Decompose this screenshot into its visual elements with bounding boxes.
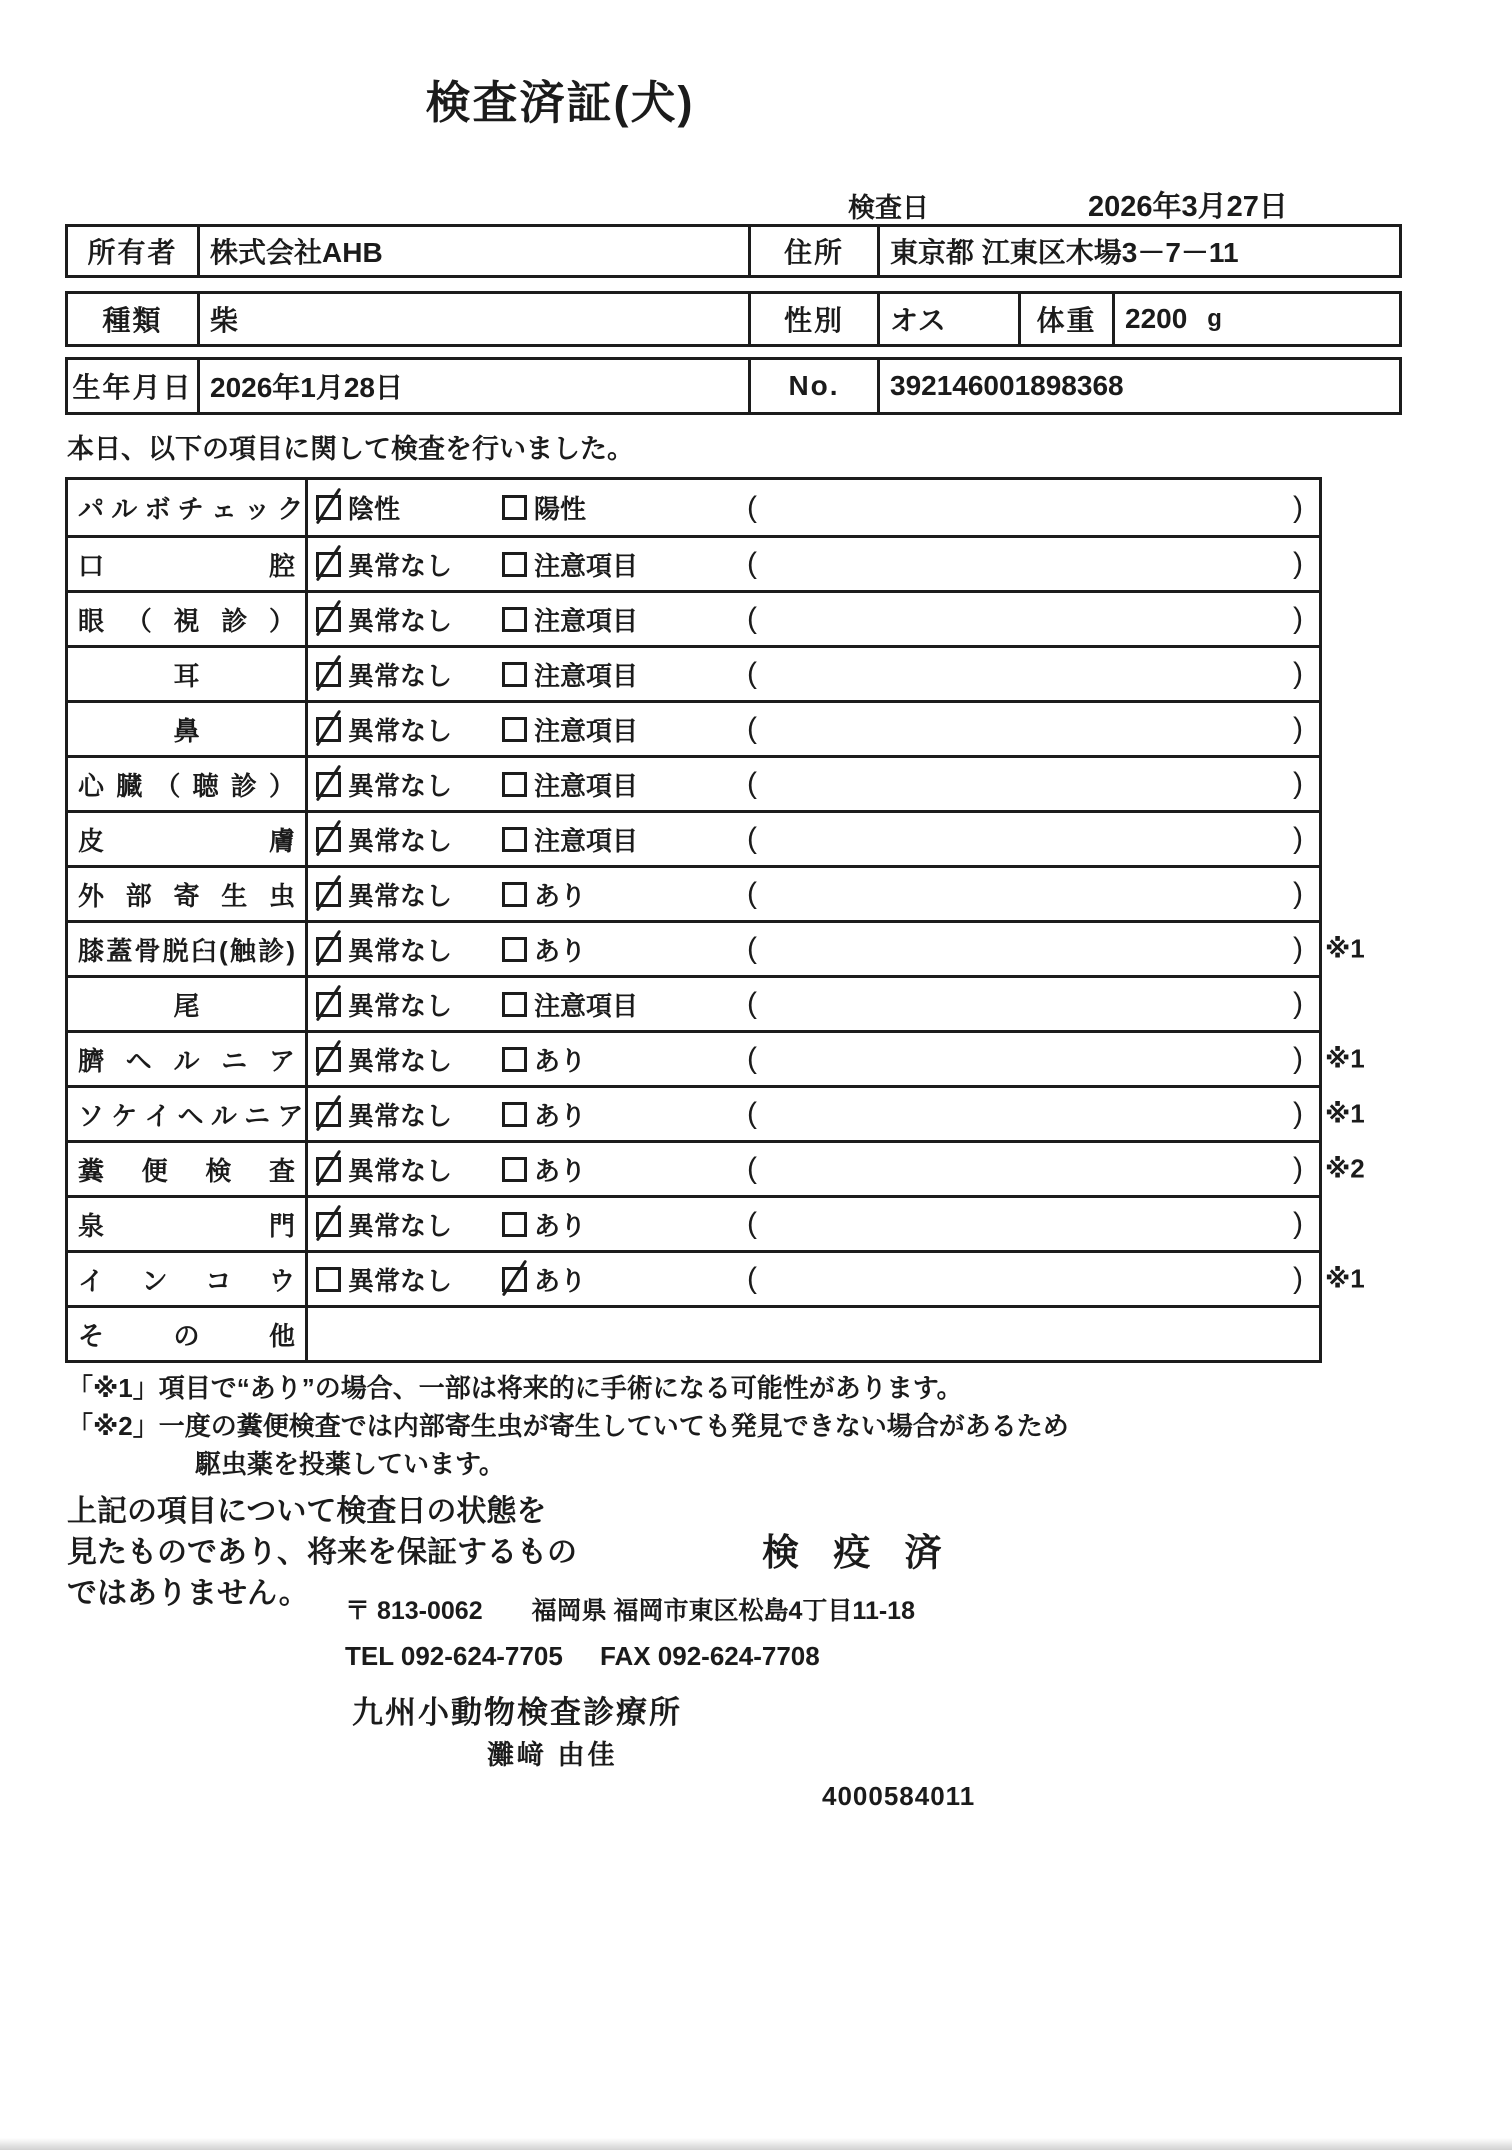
checkbox-icon bbox=[502, 1102, 527, 1127]
table-row bbox=[68, 645, 1319, 700]
address-label: 住所 bbox=[751, 227, 880, 275]
checkbox-icon bbox=[502, 607, 527, 632]
paren-open: ( bbox=[747, 1207, 757, 1240]
option-2: 注意項目 bbox=[502, 711, 747, 748]
weight-unit: g bbox=[1207, 305, 1222, 332]
table-row bbox=[68, 755, 1319, 810]
note-mark: ※1 bbox=[1325, 1043, 1365, 1074]
note-mark: ※2 bbox=[1325, 1153, 1365, 1184]
checkbox-icon bbox=[316, 607, 341, 632]
inspection-date-label: 検査日 bbox=[848, 193, 929, 223]
item-label: イ ン コ ウ bbox=[78, 1265, 295, 1296]
no-value: 392146001898368 bbox=[890, 370, 1124, 401]
checkbox-icon bbox=[316, 937, 341, 962]
table-row bbox=[68, 1085, 1365, 1140]
checkbox-icon bbox=[502, 882, 527, 907]
option-1: 異常なし bbox=[316, 876, 502, 913]
checkbox-icon bbox=[502, 1157, 527, 1182]
item-label: 心 臓 （ 聴 診 ） bbox=[78, 770, 295, 801]
item-label: ソ ケ イ ヘ ル ニ ア bbox=[78, 1100, 304, 1131]
option-1: 陰性 bbox=[316, 489, 502, 526]
birthdate-label: 生年月日 bbox=[68, 360, 200, 412]
paren-close: ) bbox=[1293, 1097, 1303, 1130]
table-row bbox=[68, 1140, 1365, 1195]
item-label: 臍 ヘ ル ニ ア bbox=[78, 1045, 295, 1076]
clinic-tel: TEL 092-624-7705 bbox=[345, 1641, 563, 1671]
paren-close: ) bbox=[1293, 1152, 1303, 1185]
address-value: 東京都 江東区木場3－7－11 bbox=[890, 237, 1239, 268]
checkbox-icon bbox=[316, 1047, 341, 1072]
paren-open: ( bbox=[747, 547, 757, 580]
disclaimer-line-1: 上記の項目について検査日の状態を bbox=[67, 1495, 547, 1528]
paren-open: ( bbox=[747, 490, 757, 524]
paren-open: ( bbox=[747, 602, 757, 635]
checkbox-icon bbox=[316, 882, 341, 907]
paren-open: ( bbox=[747, 1042, 757, 1075]
paren-open: ( bbox=[747, 767, 757, 800]
checkbox-icon bbox=[316, 495, 341, 520]
option-2: 注意項目 bbox=[502, 601, 747, 638]
option-2: あり bbox=[502, 1041, 747, 1078]
paren-close: ) bbox=[1293, 1042, 1303, 1075]
option-2: 陽性 bbox=[502, 489, 747, 526]
paren-open: ( bbox=[747, 822, 757, 855]
checkbox-icon bbox=[502, 1267, 527, 1292]
sex-label: 性別 bbox=[751, 294, 880, 344]
checkbox-icon bbox=[316, 717, 341, 742]
checkbox-icon bbox=[502, 992, 527, 1017]
checkbox-icon bbox=[316, 1212, 341, 1237]
table-row bbox=[68, 975, 1319, 1030]
item-label: 耳 bbox=[173, 660, 200, 691]
weight-value-cell bbox=[1115, 294, 1399, 344]
clinic-fax: FAX 092-624-7708 bbox=[600, 1641, 820, 1671]
owner-value: 株式会社AHB bbox=[200, 227, 751, 275]
examiner-name: 灘﨑 由佳 bbox=[487, 1740, 618, 1770]
table-row bbox=[68, 1195, 1319, 1250]
checkbox-icon bbox=[316, 992, 341, 1017]
option-1: 異常なし bbox=[316, 1206, 502, 1243]
option-1: 異常なし bbox=[316, 1151, 502, 1188]
option-1: 異常なし bbox=[316, 766, 502, 803]
option-1: 異常なし bbox=[316, 931, 502, 968]
item-label: 鼻 bbox=[173, 715, 200, 746]
table-row bbox=[68, 1305, 1319, 1360]
intro-text: 本日、以下の項目に関して検査を行いました。 bbox=[67, 434, 634, 464]
checkbox-icon bbox=[316, 662, 341, 687]
paren-open: ( bbox=[747, 877, 757, 910]
item-label: 皮 膚 bbox=[78, 825, 295, 856]
option-2: 注意項目 bbox=[502, 546, 747, 583]
option-1: 異常なし bbox=[316, 821, 502, 858]
paren-open: ( bbox=[747, 1152, 757, 1185]
checkbox-icon bbox=[502, 1212, 527, 1237]
weight-label: 体重 bbox=[1021, 294, 1115, 344]
item-label: 膝蓋骨脱臼(触診) bbox=[78, 935, 295, 966]
table-row bbox=[68, 535, 1319, 590]
option-1: 異常なし bbox=[316, 1096, 502, 1133]
paren-close: ) bbox=[1293, 547, 1303, 580]
checkbox-icon bbox=[316, 552, 341, 577]
page-title: 検査済証(犬) bbox=[425, 77, 695, 128]
option-1: 異常なし bbox=[316, 601, 502, 638]
item-label: 糞 便 検 査 bbox=[78, 1155, 295, 1186]
breed-label: 種類 bbox=[68, 294, 200, 344]
birth-table bbox=[65, 357, 1402, 415]
checkbox-icon bbox=[502, 827, 527, 852]
paren-close: ) bbox=[1293, 602, 1303, 635]
birthdate-value: 2026年1月28日 bbox=[200, 360, 751, 412]
item-label: 尾 bbox=[173, 990, 200, 1021]
table-row bbox=[68, 810, 1319, 865]
item-label: 泉 門 bbox=[78, 1210, 295, 1241]
paren-open: ( bbox=[747, 1097, 757, 1130]
option-1: 異常なし bbox=[316, 546, 502, 583]
postal-code: 〒 813-0062 bbox=[345, 1597, 483, 1625]
paren-close: ) bbox=[1293, 932, 1303, 965]
option-2: 注意項目 bbox=[502, 821, 747, 858]
clinic-name: 九州小動物検査診療所 bbox=[352, 1695, 682, 1730]
paren-open: ( bbox=[747, 987, 757, 1020]
option-1: 異常なし bbox=[316, 986, 502, 1023]
option-2: あり bbox=[502, 1206, 747, 1243]
no-label: No. bbox=[751, 360, 880, 412]
item-label: パ ル ボ チ ェ ッ ク bbox=[78, 494, 304, 524]
owner-label: 所有者 bbox=[68, 227, 200, 275]
item-label: 口 腔 bbox=[78, 550, 295, 581]
table-row bbox=[68, 865, 1319, 920]
note-mark: ※1 bbox=[1325, 1098, 1365, 1129]
breed-value: 柴 bbox=[200, 294, 751, 344]
note-mark: ※1 bbox=[1325, 1263, 1365, 1294]
option-2: あり bbox=[502, 1096, 747, 1133]
checkbox-icon bbox=[502, 495, 527, 520]
clinic-phone-line bbox=[345, 1641, 820, 1672]
paren-open: ( bbox=[747, 932, 757, 965]
table-row bbox=[68, 920, 1365, 975]
footnote-1: 「※1」項目で“あり”の場合、一部は将来的に手術になる可能性があります。 bbox=[67, 1373, 963, 1403]
table-row bbox=[68, 590, 1319, 645]
paren-close: ) bbox=[1293, 490, 1303, 524]
paren-close: ) bbox=[1293, 987, 1303, 1020]
option-2: 注意項目 bbox=[502, 656, 747, 693]
checkbox-icon bbox=[316, 827, 341, 852]
checkbox-icon bbox=[502, 772, 527, 797]
option-2: 注意項目 bbox=[502, 766, 747, 803]
paren-open: ( bbox=[747, 1262, 757, 1295]
checkbox-icon bbox=[502, 717, 527, 742]
checkbox-icon bbox=[316, 1157, 341, 1182]
option-2: あり bbox=[502, 876, 747, 913]
paren-close: ) bbox=[1293, 1262, 1303, 1295]
checkbox-icon bbox=[316, 772, 341, 797]
paren-close: ) bbox=[1293, 712, 1303, 745]
table-row bbox=[68, 1250, 1365, 1305]
option-2: あり bbox=[502, 931, 747, 968]
table-row bbox=[68, 480, 1319, 535]
inspection-table bbox=[65, 477, 1365, 1363]
weight-value: 2200 bbox=[1125, 303, 1188, 334]
item-label: 外 部 寄 生 虫 bbox=[78, 880, 295, 911]
option-1: 異常なし bbox=[316, 656, 502, 693]
note-mark: ※1 bbox=[1325, 933, 1365, 964]
checkbox-icon bbox=[316, 1267, 341, 1292]
option-2: あり bbox=[502, 1151, 747, 1188]
item-label: 眼 （ 視 診 ） bbox=[78, 605, 295, 636]
option-2: 注意項目 bbox=[502, 986, 747, 1023]
clinic-address: 福岡県 福岡市東区松島4丁目11-18 bbox=[531, 1597, 915, 1625]
option-1: 異常なし bbox=[316, 711, 502, 748]
paren-open: ( bbox=[747, 657, 757, 690]
paren-close: ) bbox=[1293, 767, 1303, 800]
sex-value: オス bbox=[880, 294, 1021, 344]
item-label: そ の 他 bbox=[78, 1320, 295, 1351]
checkbox-icon bbox=[502, 662, 527, 687]
disclaimer-line-2: 見たものであり、将来を保証するもの bbox=[67, 1536, 577, 1569]
paren-open: ( bbox=[747, 712, 757, 745]
scan-edge-shadow bbox=[0, 2138, 1512, 2150]
checkbox-icon bbox=[502, 1047, 527, 1072]
quarantine-stamp: 検 疫 済 bbox=[762, 1532, 954, 1573]
disclaimer-line-3: ではありません。 bbox=[67, 1577, 309, 1610]
option-2: あり bbox=[502, 1261, 747, 1298]
footnote-2-cont: 駆虫薬を投薬しています。 bbox=[195, 1449, 505, 1479]
option-1: 異常なし bbox=[316, 1041, 502, 1078]
animal-table bbox=[65, 291, 1402, 347]
footnotes bbox=[67, 1369, 1069, 1483]
option-1: 異常なし bbox=[316, 1261, 502, 1298]
paren-close: ) bbox=[1293, 1207, 1303, 1240]
paren-close: ) bbox=[1293, 877, 1303, 910]
checkbox-icon bbox=[316, 1102, 341, 1127]
inspection-date-value: 2026年3月27日 bbox=[1088, 191, 1288, 223]
clinic-address-line bbox=[345, 1591, 915, 1627]
paren-close: ) bbox=[1293, 822, 1303, 855]
checkbox-icon bbox=[502, 937, 527, 962]
checkbox-icon bbox=[502, 552, 527, 577]
paren-close: ) bbox=[1293, 657, 1303, 690]
table-row bbox=[68, 1030, 1365, 1085]
footnote-2: 「※2」一度の糞便検査では内部寄生虫が寄生していても発見できない場合があるため bbox=[67, 1411, 1069, 1441]
table-row bbox=[68, 700, 1319, 755]
document-number: 4000584011 bbox=[822, 1781, 976, 1811]
owner-table bbox=[65, 224, 1402, 278]
